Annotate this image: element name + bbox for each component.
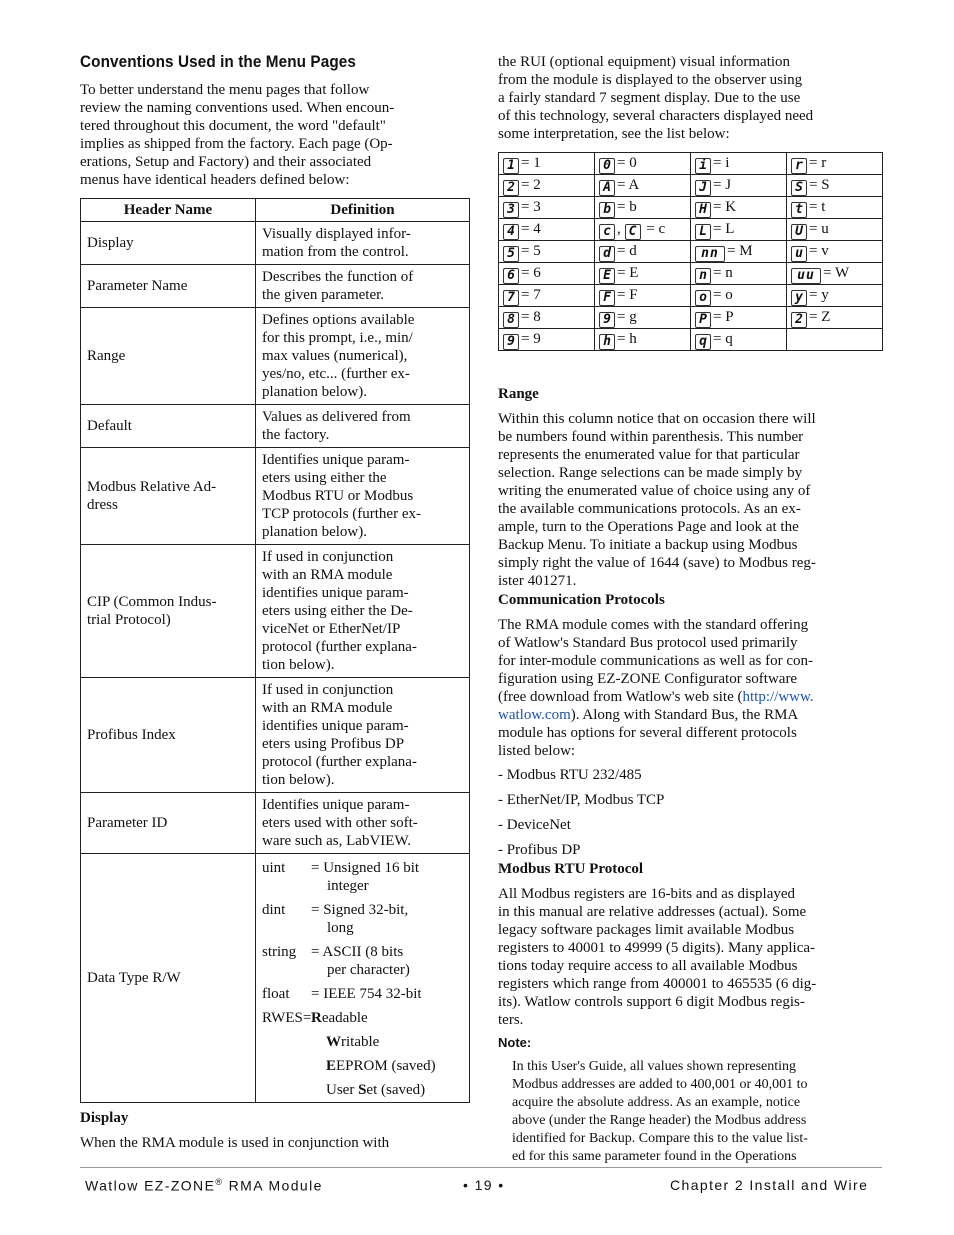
- row-definition: Describes the function of the given parameter.: [256, 265, 470, 308]
- segment-cell: [595, 263, 691, 285]
- segment-glyph-icon: L: [695, 224, 711, 240]
- text-line: ters.: [498, 1012, 524, 1028]
- segment-cell: [499, 307, 595, 329]
- segment-value: = J: [713, 177, 732, 193]
- text-line: some interpretation, see the list below:: [498, 126, 730, 142]
- footer-divider: [80, 1167, 882, 1168]
- text-line: In this User's Guide, all values shown representing: [512, 1059, 797, 1074]
- segment-glyph-icon: 4: [503, 224, 519, 240]
- protocol-item: - Modbus RTU 232/485: [498, 767, 642, 783]
- column-header-name: Header Name: [81, 199, 256, 222]
- segment-value: = 5: [521, 243, 541, 259]
- segment-cell: [595, 285, 691, 307]
- segment-value: = 6: [521, 265, 541, 281]
- segment-cell: [787, 197, 883, 219]
- segment-value: = r: [809, 155, 827, 171]
- segment-cell: [787, 153, 883, 175]
- segment-value: = M: [727, 243, 753, 259]
- segment-cell: [595, 153, 691, 175]
- table-row: [81, 678, 470, 793]
- text-line: selection. Range selections can be made simply by: [498, 465, 803, 481]
- segment-glyph-icon: E: [599, 268, 615, 284]
- segment-value: = F: [617, 287, 638, 303]
- range-text: [498, 410, 888, 590]
- segment-cell: [499, 219, 595, 241]
- table-row: [81, 405, 470, 448]
- segment-value: = A: [617, 177, 640, 193]
- segment-cell: [595, 241, 691, 263]
- segment-value: = c: [646, 221, 666, 237]
- comm-text: The RMA module comes with the standard offering of Watlow's Standard Bus protocol used primarily for inter-module communications as well as for con- figuration using EZ-ZONE Configurator software (free download from Watlow's web site (http://www. watlow.com). Along with Standard Bus, the RMA module has options for several different protocols listed below:: [498, 616, 888, 760]
- text-line: To better understand the menu pages that follow: [80, 82, 370, 98]
- text-line: acquire the absolute address. As an example, notice: [512, 1095, 801, 1110]
- footer-title: Watlow EZ-ZONE® RMA Module: [85, 1177, 323, 1194]
- segment-value: = t: [809, 199, 826, 215]
- rtu-text: [498, 885, 888, 1029]
- segment-cell: [691, 329, 787, 351]
- text-line: module has options for several different protocols: [498, 725, 797, 741]
- text-line: writing the enumerated value of choice using any of: [498, 483, 811, 499]
- table-row: [81, 793, 470, 854]
- intro-paragraph: [80, 81, 470, 189]
- row-name: CIP (Common Indus- trial Protocol): [81, 545, 256, 678]
- text-line: of this technology, several characters displayed need: [498, 108, 814, 124]
- segment-cell: [691, 153, 787, 175]
- segment-row: [499, 329, 883, 351]
- note-heading: Note:: [498, 1035, 532, 1050]
- segment-glyph-icon: nn: [695, 246, 725, 262]
- note-text: [512, 1058, 888, 1166]
- segment-value: = W: [823, 265, 850, 281]
- segment-glyph-icon: 0: [599, 158, 615, 174]
- row-name: Range: [81, 308, 256, 405]
- segment-row: [499, 285, 883, 307]
- segment-cell: [787, 329, 883, 351]
- text-line: Within this column notice that on occasion there will: [498, 411, 816, 427]
- seven-segment-table: [498, 152, 883, 351]
- segment-value: = h: [617, 331, 637, 347]
- text-line: simply right the value of 1644 (save) to Modbus reg-: [498, 555, 816, 571]
- footer-chapter: Chapter 2 Install and Wire: [670, 1177, 869, 1193]
- text-line: identified for Backup. Compare this to the value list-: [512, 1131, 808, 1146]
- segment-cell: [499, 285, 595, 307]
- row-name: Profibus Index: [81, 678, 256, 793]
- segment-value: = 2: [521, 177, 541, 193]
- segment-glyph-icon: 2: [791, 312, 807, 328]
- segment-cell: [499, 175, 595, 197]
- text-line: implies as shipped from the factory. Each page (Op-: [80, 136, 393, 152]
- text-line: tered throughout this document, the word "default": [80, 118, 386, 134]
- segment-value: = i: [713, 155, 730, 171]
- text-line: from the module is displayed to the observer using: [498, 72, 803, 88]
- range-heading: Range: [498, 386, 539, 402]
- segment-row: [499, 219, 883, 241]
- text-line: a fairly standard 7 segment display. Due to the use: [498, 90, 801, 106]
- segment-value: = y: [809, 287, 829, 303]
- segment-glyph-icon: U: [791, 224, 807, 240]
- segment-value: = n: [713, 265, 733, 281]
- row-definition: Values as delivered from the factory.: [256, 405, 470, 448]
- segment-cell: [595, 197, 691, 219]
- segment-glyph-icon: S: [791, 180, 807, 196]
- segment-glyph-icon: 9: [599, 312, 615, 328]
- text-line: the RUI (optional equipment) visual information: [498, 54, 791, 70]
- text-line: be numbers found within parenthesis. This number: [498, 429, 804, 445]
- segment-glyph-icon: 7: [503, 290, 519, 306]
- protocol-list: [498, 766, 888, 866]
- segment-glyph-icon: F: [599, 290, 615, 306]
- segment-cell: [595, 329, 691, 351]
- segment-value: = 3: [521, 199, 541, 215]
- segment-cell: [691, 263, 787, 285]
- segment-value: = q: [713, 331, 733, 347]
- segment-cell: [499, 197, 595, 219]
- row-definition: If used in conjunction with an RMA module identifies unique param- eters using either the De- viceNet or EtherNet/IP protocol (further explana- tion below).: [256, 545, 470, 678]
- segment-cell: [691, 175, 787, 197]
- conventions-table: [80, 198, 470, 1103]
- display-text: When the RMA module is used in conjunction with: [80, 1135, 390, 1151]
- table-row: [81, 308, 470, 405]
- row-definition: If used in conjunction with an RMA module identifies unique param- eters using Profibus DP protocol (further explana- tion below).: [256, 678, 470, 793]
- segment-cell: [595, 307, 691, 329]
- segment-glyph-icon: 5: [503, 246, 519, 262]
- rtu-heading: Modbus RTU Protocol: [498, 861, 644, 877]
- segment-glyph-icon: 9: [503, 334, 519, 350]
- segment-glyph-icon: h: [599, 334, 615, 350]
- segment-cell: [787, 307, 883, 329]
- segment-cell: c , C = c: [595, 219, 691, 241]
- column-header-definition: Definition: [256, 199, 470, 222]
- segment-row: [499, 307, 883, 329]
- segment-value: = d: [617, 243, 637, 259]
- segment-glyph-icon: H: [695, 202, 711, 218]
- table-row: [81, 448, 470, 545]
- text-line: registers to 40001 to 49999 (5 digits). Many applica-: [498, 940, 816, 956]
- segment-glyph-icon: 2: [503, 180, 519, 196]
- text-line: above (under the Range header) the Modbus address: [512, 1113, 807, 1128]
- segment-glyph-icon: n: [695, 268, 711, 284]
- segment-cell: [787, 263, 883, 285]
- segment-glyph-icon: y: [791, 290, 807, 306]
- row-definition: Identifies unique param- eters used with other soft- ware such as, LabVIEW.: [256, 793, 470, 854]
- text-line: Backup Menu. To initiate a backup using Modbus: [498, 537, 798, 553]
- segment-glyph-icon: J: [695, 180, 711, 196]
- segment-cell: [691, 197, 787, 219]
- row-name: Default: [81, 405, 256, 448]
- segment-glyph-icon: 8: [503, 312, 519, 328]
- text-line: its). Watlow controls support 6 digit Modbus regis-: [498, 994, 805, 1010]
- segment-row: [499, 175, 883, 197]
- segment-glyph-icon: P: [695, 312, 711, 328]
- segment-cell: [691, 307, 787, 329]
- segment-value: = o: [713, 287, 733, 303]
- segment-value: = 4: [521, 221, 541, 237]
- segment-glyph-icon: uu: [791, 268, 821, 284]
- segment-glyph-icon: 1: [503, 158, 519, 174]
- segment-cell: [691, 219, 787, 241]
- text-line: represents the enumerated value for that particular: [498, 447, 800, 463]
- segment-value: = 0: [617, 155, 637, 171]
- segment-glyph-icon: d: [599, 246, 615, 262]
- segment-glyph-icon: r: [791, 158, 807, 174]
- text-line: The RMA module comes with the standard offering: [498, 617, 809, 633]
- display-heading: Display: [80, 1110, 129, 1126]
- text-line: legacy software packages limit available Modbus: [498, 922, 795, 938]
- segment-value: = 7: [521, 287, 541, 303]
- row-definition: Visually displayed infor- mation from the control.: [256, 222, 470, 265]
- text-line: All Modbus registers are 16-bits and as displayed: [498, 886, 796, 902]
- row-definition: Defines options available for this prompt, i.e., min/ max values (numerical), yes/no, etc... (further ex- planation below).: [256, 308, 470, 405]
- table-row: [81, 265, 470, 308]
- row-definition: uint = Unsigned 16 bit integer dint = Signed 32-bit, long string = ASCII (8 bits per character) float = IEEE 754 32-bit RWES= Readable Writable EEPROM (saved) User Set (saved): [256, 854, 470, 1103]
- segment-cell: [787, 219, 883, 241]
- segment-value: = b: [617, 199, 637, 215]
- segment-glyph-icon: t: [791, 202, 807, 218]
- segment-value: = P: [713, 309, 734, 325]
- row-name: Parameter Name: [81, 265, 256, 308]
- segment-cell: [787, 175, 883, 197]
- segment-cell: [499, 153, 595, 175]
- segment-value: = u: [809, 221, 829, 237]
- text-line: figuration using EZ-ZONE Configurator software: [498, 671, 798, 687]
- segment-value: = 9: [521, 331, 541, 347]
- segment-value: = g: [617, 309, 637, 325]
- segment-value: = K: [713, 199, 737, 215]
- segment-cell: [499, 263, 595, 285]
- section-heading: Conventions Used in the Menu Pages: [80, 52, 356, 71]
- protocol-item: - Profibus DP: [498, 842, 581, 858]
- segment-glyph-icon: b: [599, 202, 615, 218]
- segment-cell: [787, 285, 883, 307]
- comm-heading: Communication Protocols: [498, 592, 665, 608]
- segment-glyph-icon: u: [791, 246, 807, 262]
- text-line: the available communications protocols. As an ex-: [498, 501, 801, 517]
- segment-glyph-icon: o: [695, 290, 711, 306]
- segment-glyph-icon: 3: [503, 202, 519, 218]
- row-name: Data Type R/W: [81, 854, 256, 1103]
- segment-value: = E: [617, 265, 639, 281]
- segment-value: = S: [809, 177, 830, 193]
- segment-value: = L: [713, 221, 735, 237]
- text-line: of Watlow's Standard Bus protocol used primarily: [498, 635, 798, 651]
- watlow-link-cont[interactable]: watlow.com: [498, 707, 571, 723]
- protocol-item: - EtherNet/IP, Modbus TCP: [498, 792, 665, 808]
- segment-glyph-icon: i: [695, 158, 711, 174]
- segment-value: = 8: [521, 309, 541, 325]
- segment-row: [499, 263, 883, 285]
- segment-cell: [691, 285, 787, 307]
- segment-glyph-icon: A: [599, 180, 615, 196]
- text-line: registers which range from 400001 to 465535 (6 dig-: [498, 976, 817, 992]
- segment-cell: [787, 241, 883, 263]
- row-name: Modbus Relative Ad- dress: [81, 448, 256, 545]
- segment-row: [499, 153, 883, 175]
- watlow-link[interactable]: http://www.: [742, 689, 814, 705]
- segment-value: = 1: [521, 155, 541, 171]
- segment-value: = v: [809, 243, 829, 259]
- table-row: [81, 222, 470, 265]
- text-line: tions today require access to all available Modbus: [498, 958, 798, 974]
- text-line: Modbus addresses are added to 400,001 or 40,001 to: [512, 1077, 808, 1092]
- row-name: Display: [81, 222, 256, 265]
- segment-glyph-icon: c: [599, 224, 615, 240]
- text-line: for inter-module communications as well as for con-: [498, 653, 814, 669]
- row-definition: Identifies unique param- eters using either the Modbus RTU or Modbus TCP protocols (further ex- planation below).: [256, 448, 470, 545]
- segment-row: [499, 241, 883, 263]
- segment-cell: [595, 175, 691, 197]
- table-row: [81, 854, 470, 1103]
- text-line: ed for this same parameter found in the Operations: [512, 1149, 797, 1164]
- text-line: review the naming conventions used. When encoun-: [80, 100, 395, 116]
- table-row: [81, 545, 470, 678]
- segment-value: = Z: [809, 309, 831, 325]
- text-line: ister 401271.: [498, 573, 577, 589]
- text-line: listed below:: [498, 743, 576, 759]
- protocol-item: - DeviceNet: [498, 817, 571, 833]
- segment-row: [499, 197, 883, 219]
- segment-glyph-icon: C: [625, 224, 641, 240]
- text-line: menus have identical headers defined below:: [80, 172, 350, 188]
- text-line: in this manual are relative addresses (actual). Some: [498, 904, 807, 920]
- segment-cell: [499, 329, 595, 351]
- segment-glyph-icon: q: [695, 334, 711, 350]
- segment-glyph-icon: 6: [503, 268, 519, 284]
- text-line: ample, turn to the Operations Page and look at the: [498, 519, 799, 535]
- segment-cell: [499, 241, 595, 263]
- rui-intro: [498, 53, 888, 143]
- page-number: • 19 •: [463, 1177, 505, 1193]
- text-line: erations, Setup and Factory) and their associated: [80, 154, 372, 170]
- row-name: Parameter ID: [81, 793, 256, 854]
- segment-cell: [691, 241, 787, 263]
